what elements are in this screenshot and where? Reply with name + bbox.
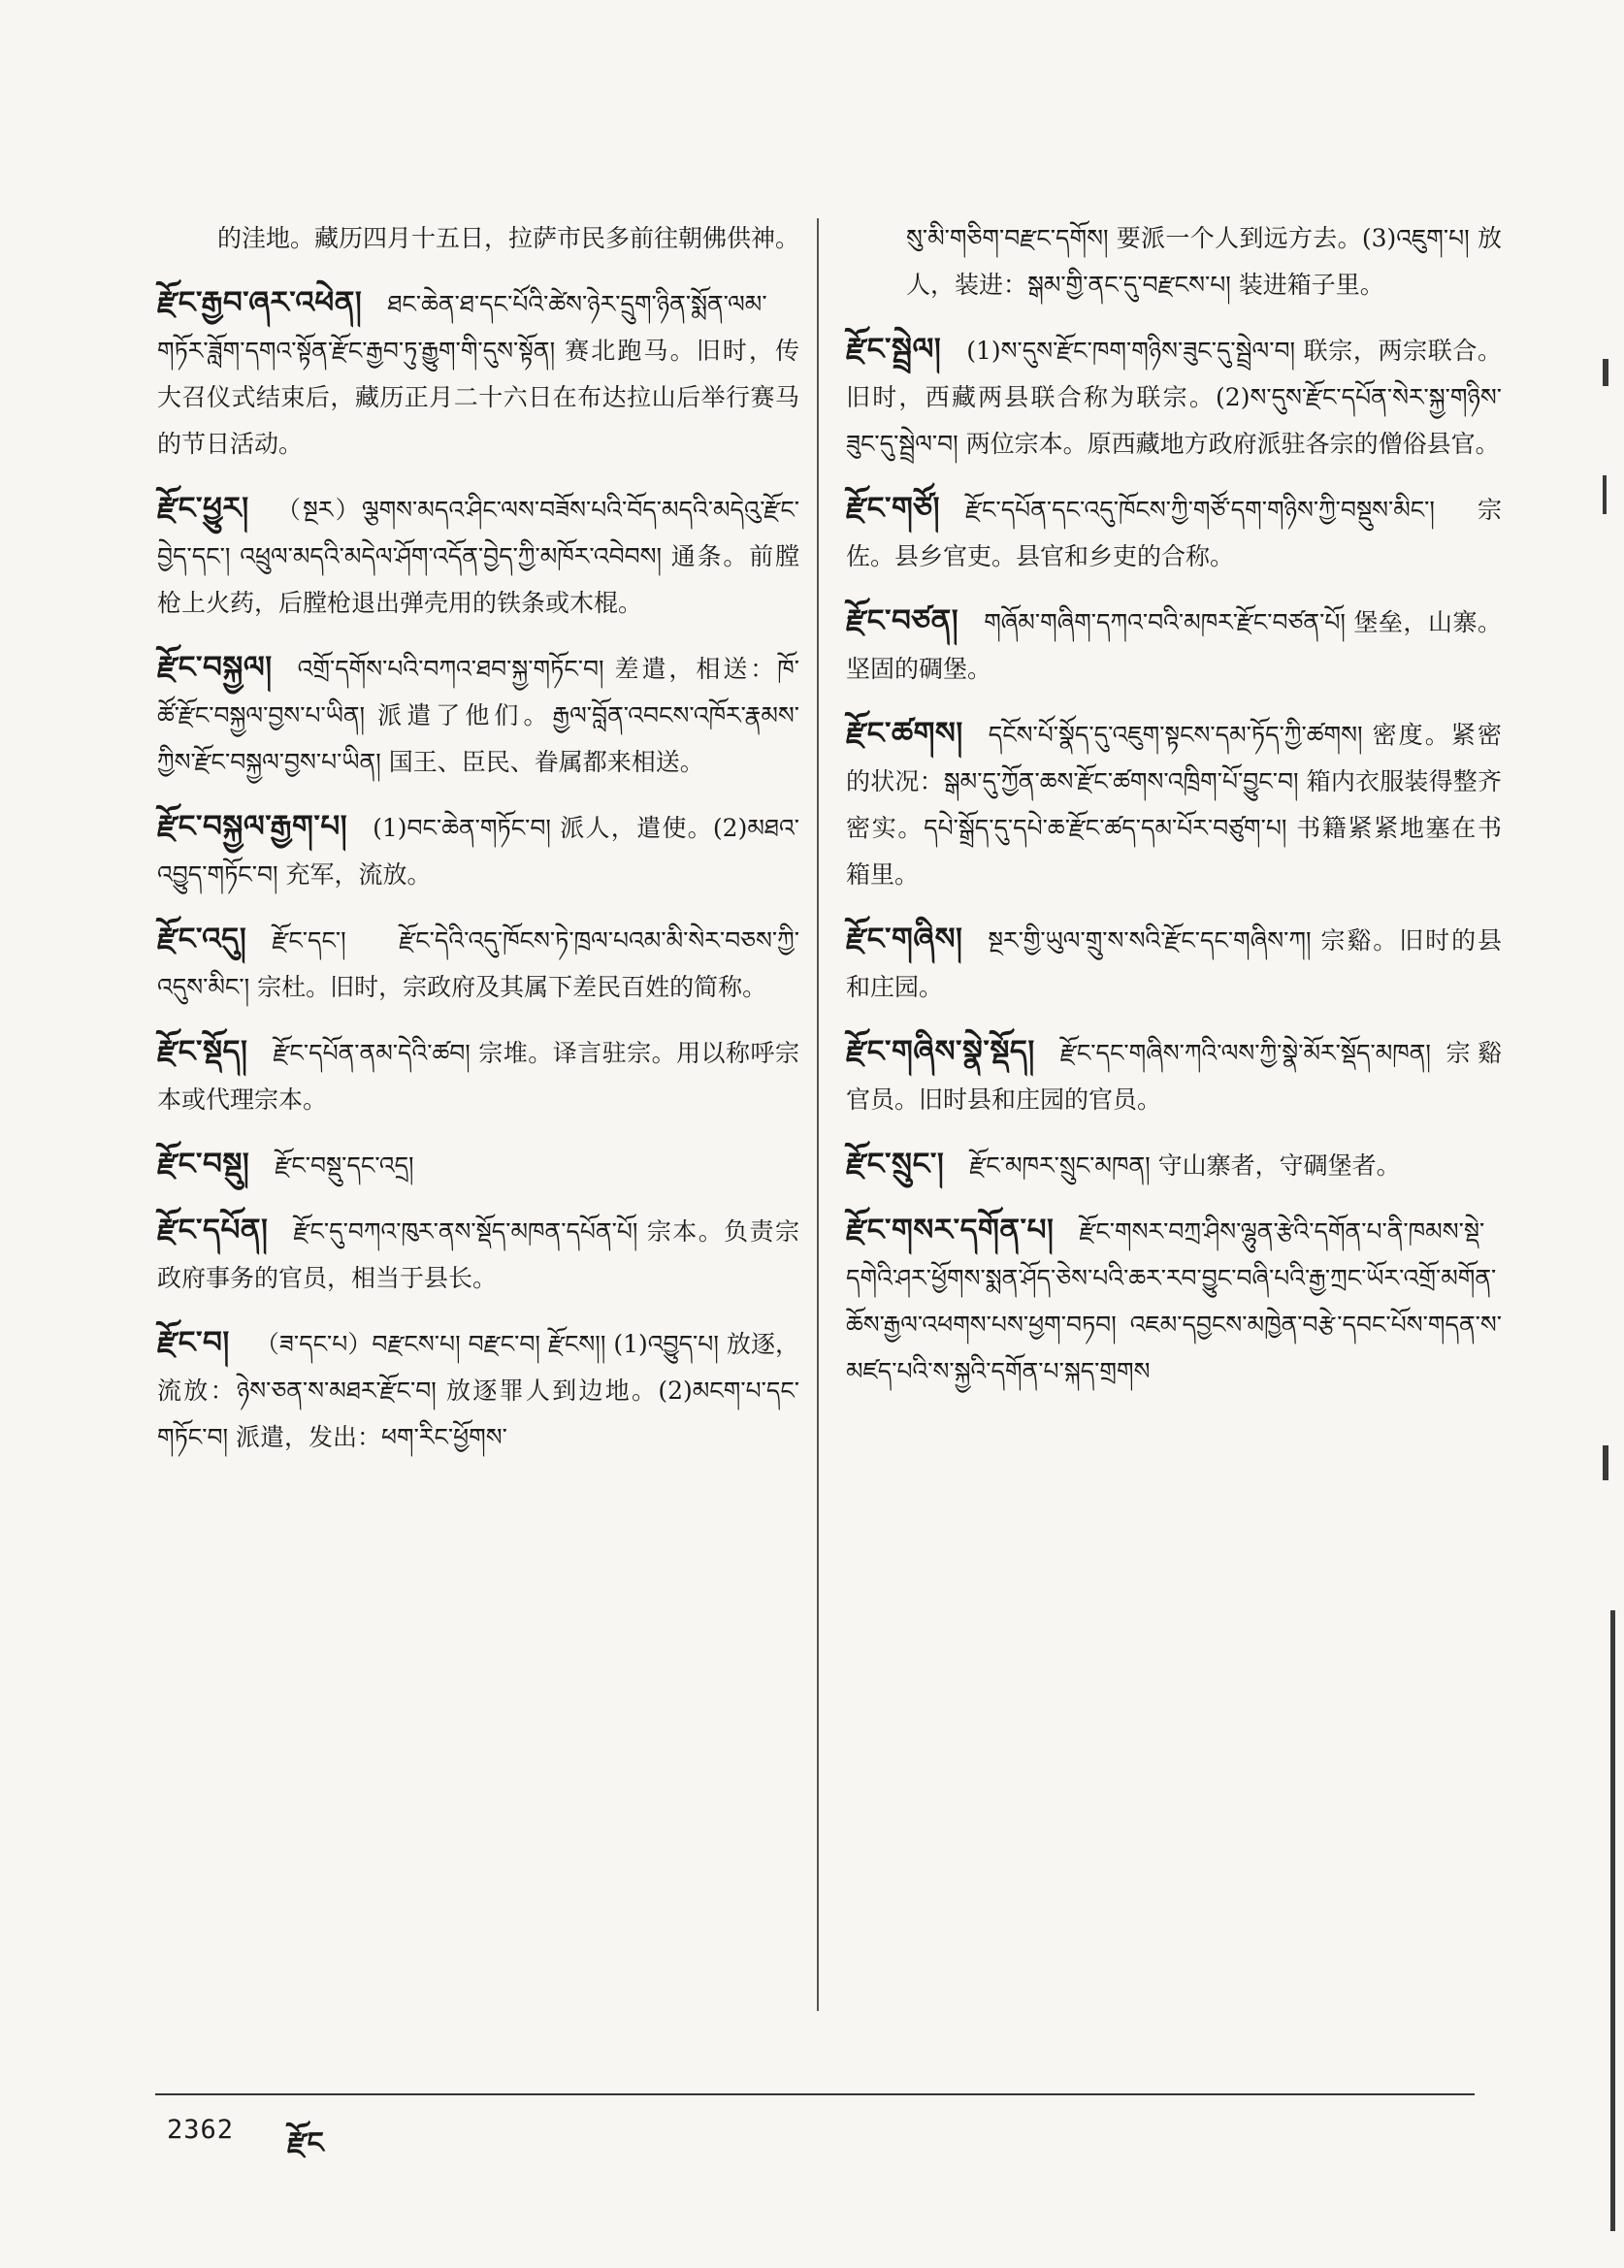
dictionary-entry xyxy=(846,326,1502,468)
entry-text: (1)བང་ཆེན་གཏོང་བ། 派人，遣使。(2)མཐའ་འབྱུད་གཏོང་བ། 充军，流放。 xyxy=(157,814,799,889)
entry-headword: རྫོང་གསར་དགོན་པ། xyxy=(846,1213,1055,1247)
scan-edge-mark xyxy=(1603,475,1607,514)
dictionary-entry xyxy=(157,485,799,627)
entry-headword: རྫོང་ཕྱུར། xyxy=(157,491,249,526)
footer-rule xyxy=(155,2093,1475,2095)
entry-headword: རྫོང་བ། xyxy=(157,1325,230,1360)
dictionary-entry xyxy=(157,1478,799,1527)
dictionary-entry xyxy=(157,1028,799,1123)
dictionary-entry xyxy=(846,1141,1502,1189)
entry-headword: རྫོང་བཙན། xyxy=(846,603,959,638)
entry-text: རྫོང་དཔོན་ནམ་དེའི་ཚབ། 宗堆。译言驻宗。用以称呼宗本或代理宗本。 xyxy=(157,1039,799,1114)
entry-headword: རྫོང་གཞིས། xyxy=(846,922,963,956)
entry-text: རྫོང་བསྡུ་དང་འདྲ། xyxy=(275,1151,414,1180)
dictionary-entry xyxy=(846,710,1502,898)
entry-text: 的洼地。藏历四月十五日，拉萨市民多前往朝佛供神。 xyxy=(217,224,800,252)
dictionary-entry xyxy=(157,1207,799,1302)
entry-headword: རྫོང་གཙོ། xyxy=(846,491,940,526)
column-divider xyxy=(817,218,819,2011)
entry-headword: རྫོང་གཞིས་སྣེ་སྡོད། xyxy=(846,1034,1035,1069)
entry-text: (1)ས་དུས་རྫོང་ཁག་གཉིས་ཟུང་དུ་སྦྲེལ་བ། 联宗，两宗联合。旧时，西藏两县联合称为联宗。(2)ས་དུས་རྫོང་དཔོན་སེར་སྐྱ་གཉིས་ཟུང་དུ་སྦྲེལ་བ། 两位宗本。原西藏地方政府派驻各宗的僧俗县官。 xyxy=(846,337,1502,458)
entry-continuation-right xyxy=(846,215,1502,308)
entry-text: ཐང་ཆེན་ཐ་དང་པོའི་ཚེས་ཉེར་དྲུག་ཉིན་སྨོན་ལམ་གཏོར་ཟློག་དགའ་སྟོན་རྫོང་རྒྱབ་ཏུ་རྒྱུག་གི་དུས་སྟོན། 赛北跑马。旧时，传大召仪式结束后，藏历正月二十六日在布达拉山后举行赛马的节日活动。 xyxy=(157,290,799,458)
entry-headword: རྫོང་འདུ། xyxy=(157,922,247,956)
entry-text: འགྲོ་དགོས་པའི་བཀའ་ཐབ་སྐྱ་གཏོང་བ། 差遣，相送：ཁོ་ཚོ་རྫོང་བསྐྱལ་བྱས་པ་ཡིན། 派遣了他们。རྒྱལ་བློན་འབངས་འཁོར་རྣམས་ཀྱིས་རྫོང་བསྐྱལ་བྱས་པ་ཡིན། 国王、臣民、眷属都来相送。 xyxy=(157,655,799,776)
entry-text: སྔར་གྱི་ཡུལ་གྲུ་ས་སའི་རྫོང་དང་གཞིས་ཀ། 宗谿。旧时的县和庄园。 xyxy=(846,926,1502,1001)
entry-headword: རྫོང་དཔོན། xyxy=(157,1213,269,1247)
entry-text: རྫོང་གསར་བཀྲ་ཤིས་ལྷུན་རྩེའི་དགོན་པ་ནི་ཁམས་སྡེ་དགེའི་ཤར་ཕྱོགས་སྨན་ཤོད་ཅེས་པའི་ཆར་རབ་བྱུང་བཞི་པའི་རྒྱ་ཀྲང་ཡོར་འགྲོ་མགོན་ཆོས་རྒྱལ་འཕགས་པས་ཕྱག་བཏབ། འཇམ་དབྱངས་མཁྱེན་བརྩེ་དབང་པོས་གདན་ས་མཛད་པའི་ས་སྐྱའི་དགོན་པ་སྐད་གྲགས xyxy=(846,1217,1502,1385)
page-number: 2362 xyxy=(167,2115,235,2145)
entry-headword: རྫོང་བསྐྱལ། xyxy=(157,650,273,685)
dictionary-entry xyxy=(157,279,799,468)
dictionary-entry xyxy=(157,1141,799,1189)
scan-edge-mark xyxy=(1603,359,1608,386)
dictionary-entry xyxy=(846,1028,1502,1123)
dictionary-entry xyxy=(157,1319,799,1461)
scan-edge-mark xyxy=(1610,1610,1615,2231)
entry-text: རྫོང་དང་གཞིས་ཀའི་ལས་ཀྱི་སྣེ་མོར་སྡོད་མཁན། 宗谿官员。旧时县和庄园的官员。 xyxy=(846,1039,1502,1114)
entry-headword: རྫོང་བསྐྱལ་རྒྱག་པ། xyxy=(157,809,348,844)
left-column xyxy=(157,215,799,1544)
entry-headword: རྫོང་རྒྱབ་ཞར་འཕེན། xyxy=(157,285,363,320)
entry-text: རྫོང་དང་། རྫོང་དེའི་འདུ་ཁོངས་ཏེ་ཁྲལ་པའམ་མི་སེར་བཅས་ཀྱི་འདུས་མིང་། 宗杜。旧时，宗政府及其属下差民百姓的简称。 xyxy=(157,926,799,1001)
dictionary-entry xyxy=(846,1207,1502,1395)
dictionary-entry xyxy=(846,1412,1502,1461)
dictionary-entry xyxy=(846,485,1502,580)
dictionary-entry xyxy=(846,598,1502,693)
entry-text: རྫོང་དུ་བཀའ་ཁུར་ནས་སྡོད་མཁན་དཔོན་པོ། 宗本。负责宗政府事务的官员，相当于县长。 xyxy=(157,1217,799,1292)
entry-headword: རྫོང་སྦྲེལ། xyxy=(846,332,942,367)
dictionary-entry xyxy=(157,644,799,786)
entry-text: （སྔར）ལྕགས་མདའ་ཤིང་ལས་བཟོས་པའི་བོད་མདའི་མདེའུ་རྫོང་བྱེད་དང་། འཕྲུལ་མདའི་མདེལ་ཤོག་འདོན་བྱེད་ཀྱི་མཁོར་འབེབས། 通条。前膛枪上火药，后膛枪退出弹壳用的铁条或木棍。 xyxy=(157,496,799,617)
entry-text: རྫོང་མཁར་སྲུང་མཁན། 守山寨者，守碉堡者。 xyxy=(969,1151,1401,1180)
entry-headword: རྫོང་སྲུང་། xyxy=(846,1147,945,1182)
dictionary-entry xyxy=(157,803,799,898)
dictionary-entry xyxy=(846,916,1502,1011)
entry-headword: རྫོང་སྡོད། xyxy=(157,1034,248,1069)
entry-continuation-left xyxy=(157,215,799,262)
entry-headword: རྫོང་བསྡུ། xyxy=(157,1147,250,1182)
right-column xyxy=(846,215,1502,1478)
entry-text: （ཟ་དང་པ）བརྫངས་པ། བརྫང་བ། རྫོངས།། (1)འབྱུད་པ། 放逐，流放：ཉེས་ཅན་ས་མཐར་རྫོང་བ། 放逐罪人到边地。(2)མངག་པ་དང་གཏོང་བ། 派遣，发出：ཕག་རིང་ཕྱོགས་ xyxy=(157,1330,799,1451)
entry-text: དངོས་པོ་སྣོད་དུ་འཇུག་སྟངས་དམ་ཏོད་ཀྱི་ཚགས། 密度。紧密的状况：སྒམ་དུ་ཀྱོན་ཆས་རྫོང་ཚགས་འཁྲིག་པོ་བྱུང་བ། 箱内衣服装得整齐密实。དཔེ་སྒྲོད་དུ་དཔེ་ཆ་རྫོང་ཚད་དམ་པོར་བཙུག་པ། 书籍紧紧地塞在书箱里。 xyxy=(846,721,1502,889)
entry-text: གཞོམ་གཞིག་དཀའ་བའི་མཁར་རྫོང་བཙན་པོ། 堡垒，山寨。坚固的碉堡。 xyxy=(846,608,1502,683)
dictionary-entry xyxy=(157,916,799,1011)
entry-text: རྫོང་དཔོན་དང་འདུ་ཁོངས་ཀྱི་གཙོ་དག་གཉིས་ཀྱི་བསྡུས་མིང་། 宗佐。县乡官吏。县官和乡吏的合称。 xyxy=(846,496,1502,570)
running-head-word: རྫོང xyxy=(287,2126,324,2160)
scan-edge-mark xyxy=(1603,1445,1608,1480)
entry-headword: རྫོང་ཚགས། xyxy=(846,716,963,751)
entry-text: སུ་མི་གཅིག་བརྫང་དགོས། 要派一个人到远方去。(3)འཇུག་པ། 放人，装进：སྒམ་གྱི་ནང་དུ་བརྫངས་པ། 装进箱子里。 xyxy=(906,224,1502,299)
